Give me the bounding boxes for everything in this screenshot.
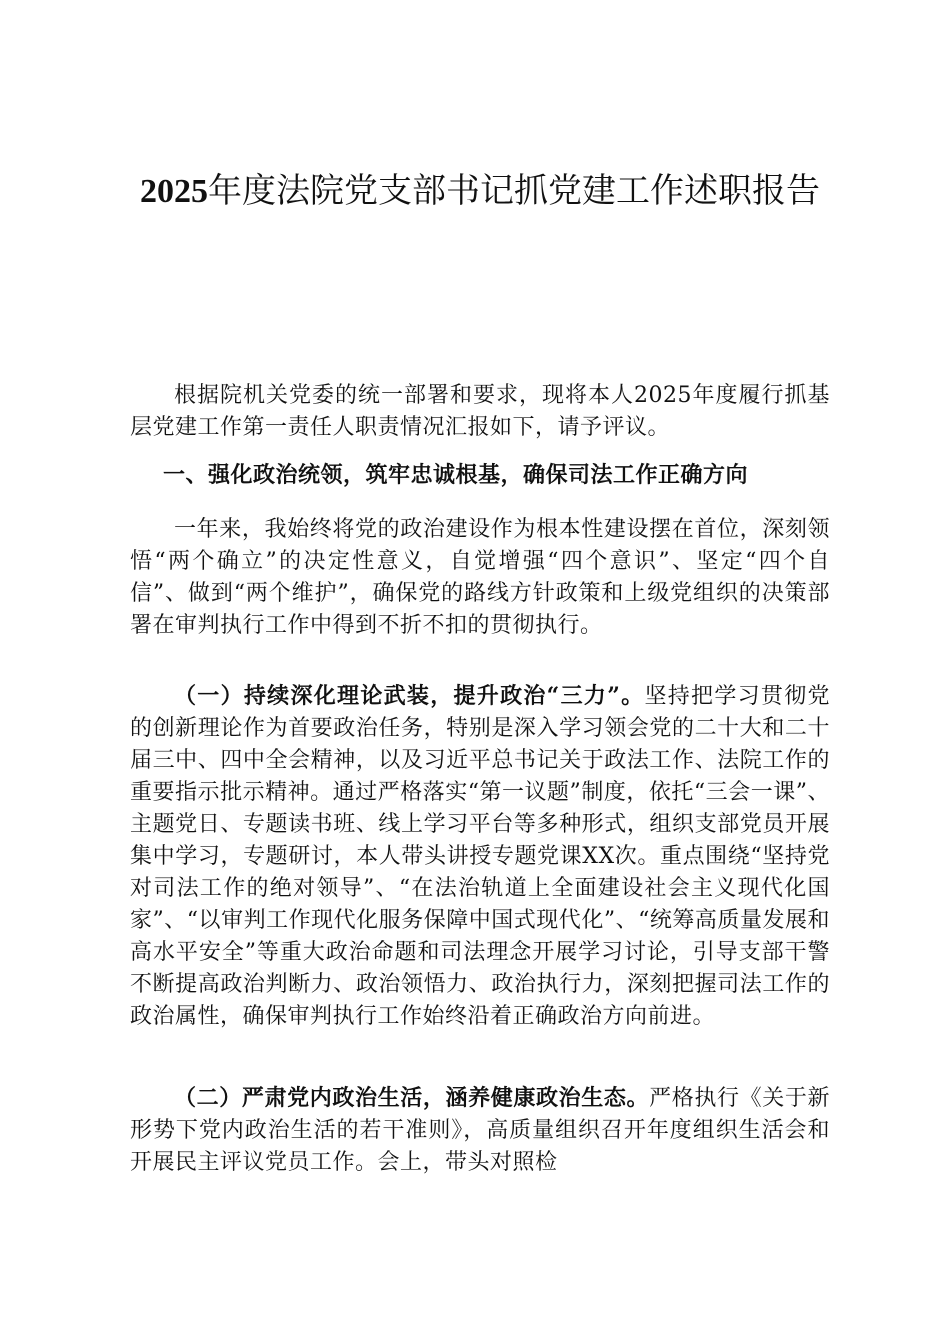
- document-title: [130, 168, 830, 215]
- title-year: 2025: [140, 173, 208, 210]
- subsection-2-paragraph: [130, 1082, 830, 1179]
- subsection-1-text: 坚持把学习贯彻党的创新理论作为首要政治任务，特别是深入学习领会党的二十大和二十届三中、四中全会精神，以及习近平总书记关于政法工作、法院工作的重要指示批示精神。通过严格落实“第一议题”制度，依托“三会一课”、主题党日、专题读书班、线上学习平台等多种形式，组织支部党员开展集中学习，专题研讨，本人带头讲授专题党课XX次。重点围绕“坚持党对司法工作的绝对领导”、“在法治轨道上全面建设社会主义现代化国家”、“以审判工作现代化服务保障中国式现代化”、“统筹高质量发展和高水平安全”等重大政治命题和司法理念开展学习讨论，引导支部干警不断提高政治判断力、政治领悟力、政治执行力，深刻把握司法工作的政治属性，确保审判执行工作始终沿着正确政治方向前进。: [130, 684, 830, 1029]
- subsection-1-heading: （一）持续深化理论武装，提升政治“三力”。: [174, 683, 645, 709]
- section-1-paragraph: 一年来，我始终将党的政治建设作为根本性建设摆在首位，深刻领悟“两个确立”的决定性意义，自觉增强“四个意识”、坚定“四个自信”、做到“两个维护”，确保党的路线方针政策和上级党组织的决策部署在审判执行工作中得到不折不扣的贯彻执行。: [130, 517, 830, 638]
- subsection-2-heading: （二）严肃党内政治生活，涵养健康政治生态。: [174, 1085, 650, 1111]
- subsection-1-paragraph: [130, 680, 830, 1033]
- intro-paragraph: 根据院机关党委的统一部署和要求，现将本人2025年度履行抓基层党建工作第一责任人职责情况汇报如下，请予评议。: [130, 383, 830, 440]
- subsection-2-text: 严格执行《关于新形势下党内政治生活的若干准则》，高质量组织召开年度组织生活会和开展民主评议党员工作。会上，带头对照检: [130, 1086, 830, 1175]
- section-1-heading: 一、强化政治统领，筑牢忠诚根基，确保司法工作正确方向: [163, 463, 749, 488]
- title-text: 年度法院党支部书记抓党建工作述职报告: [208, 171, 820, 211]
